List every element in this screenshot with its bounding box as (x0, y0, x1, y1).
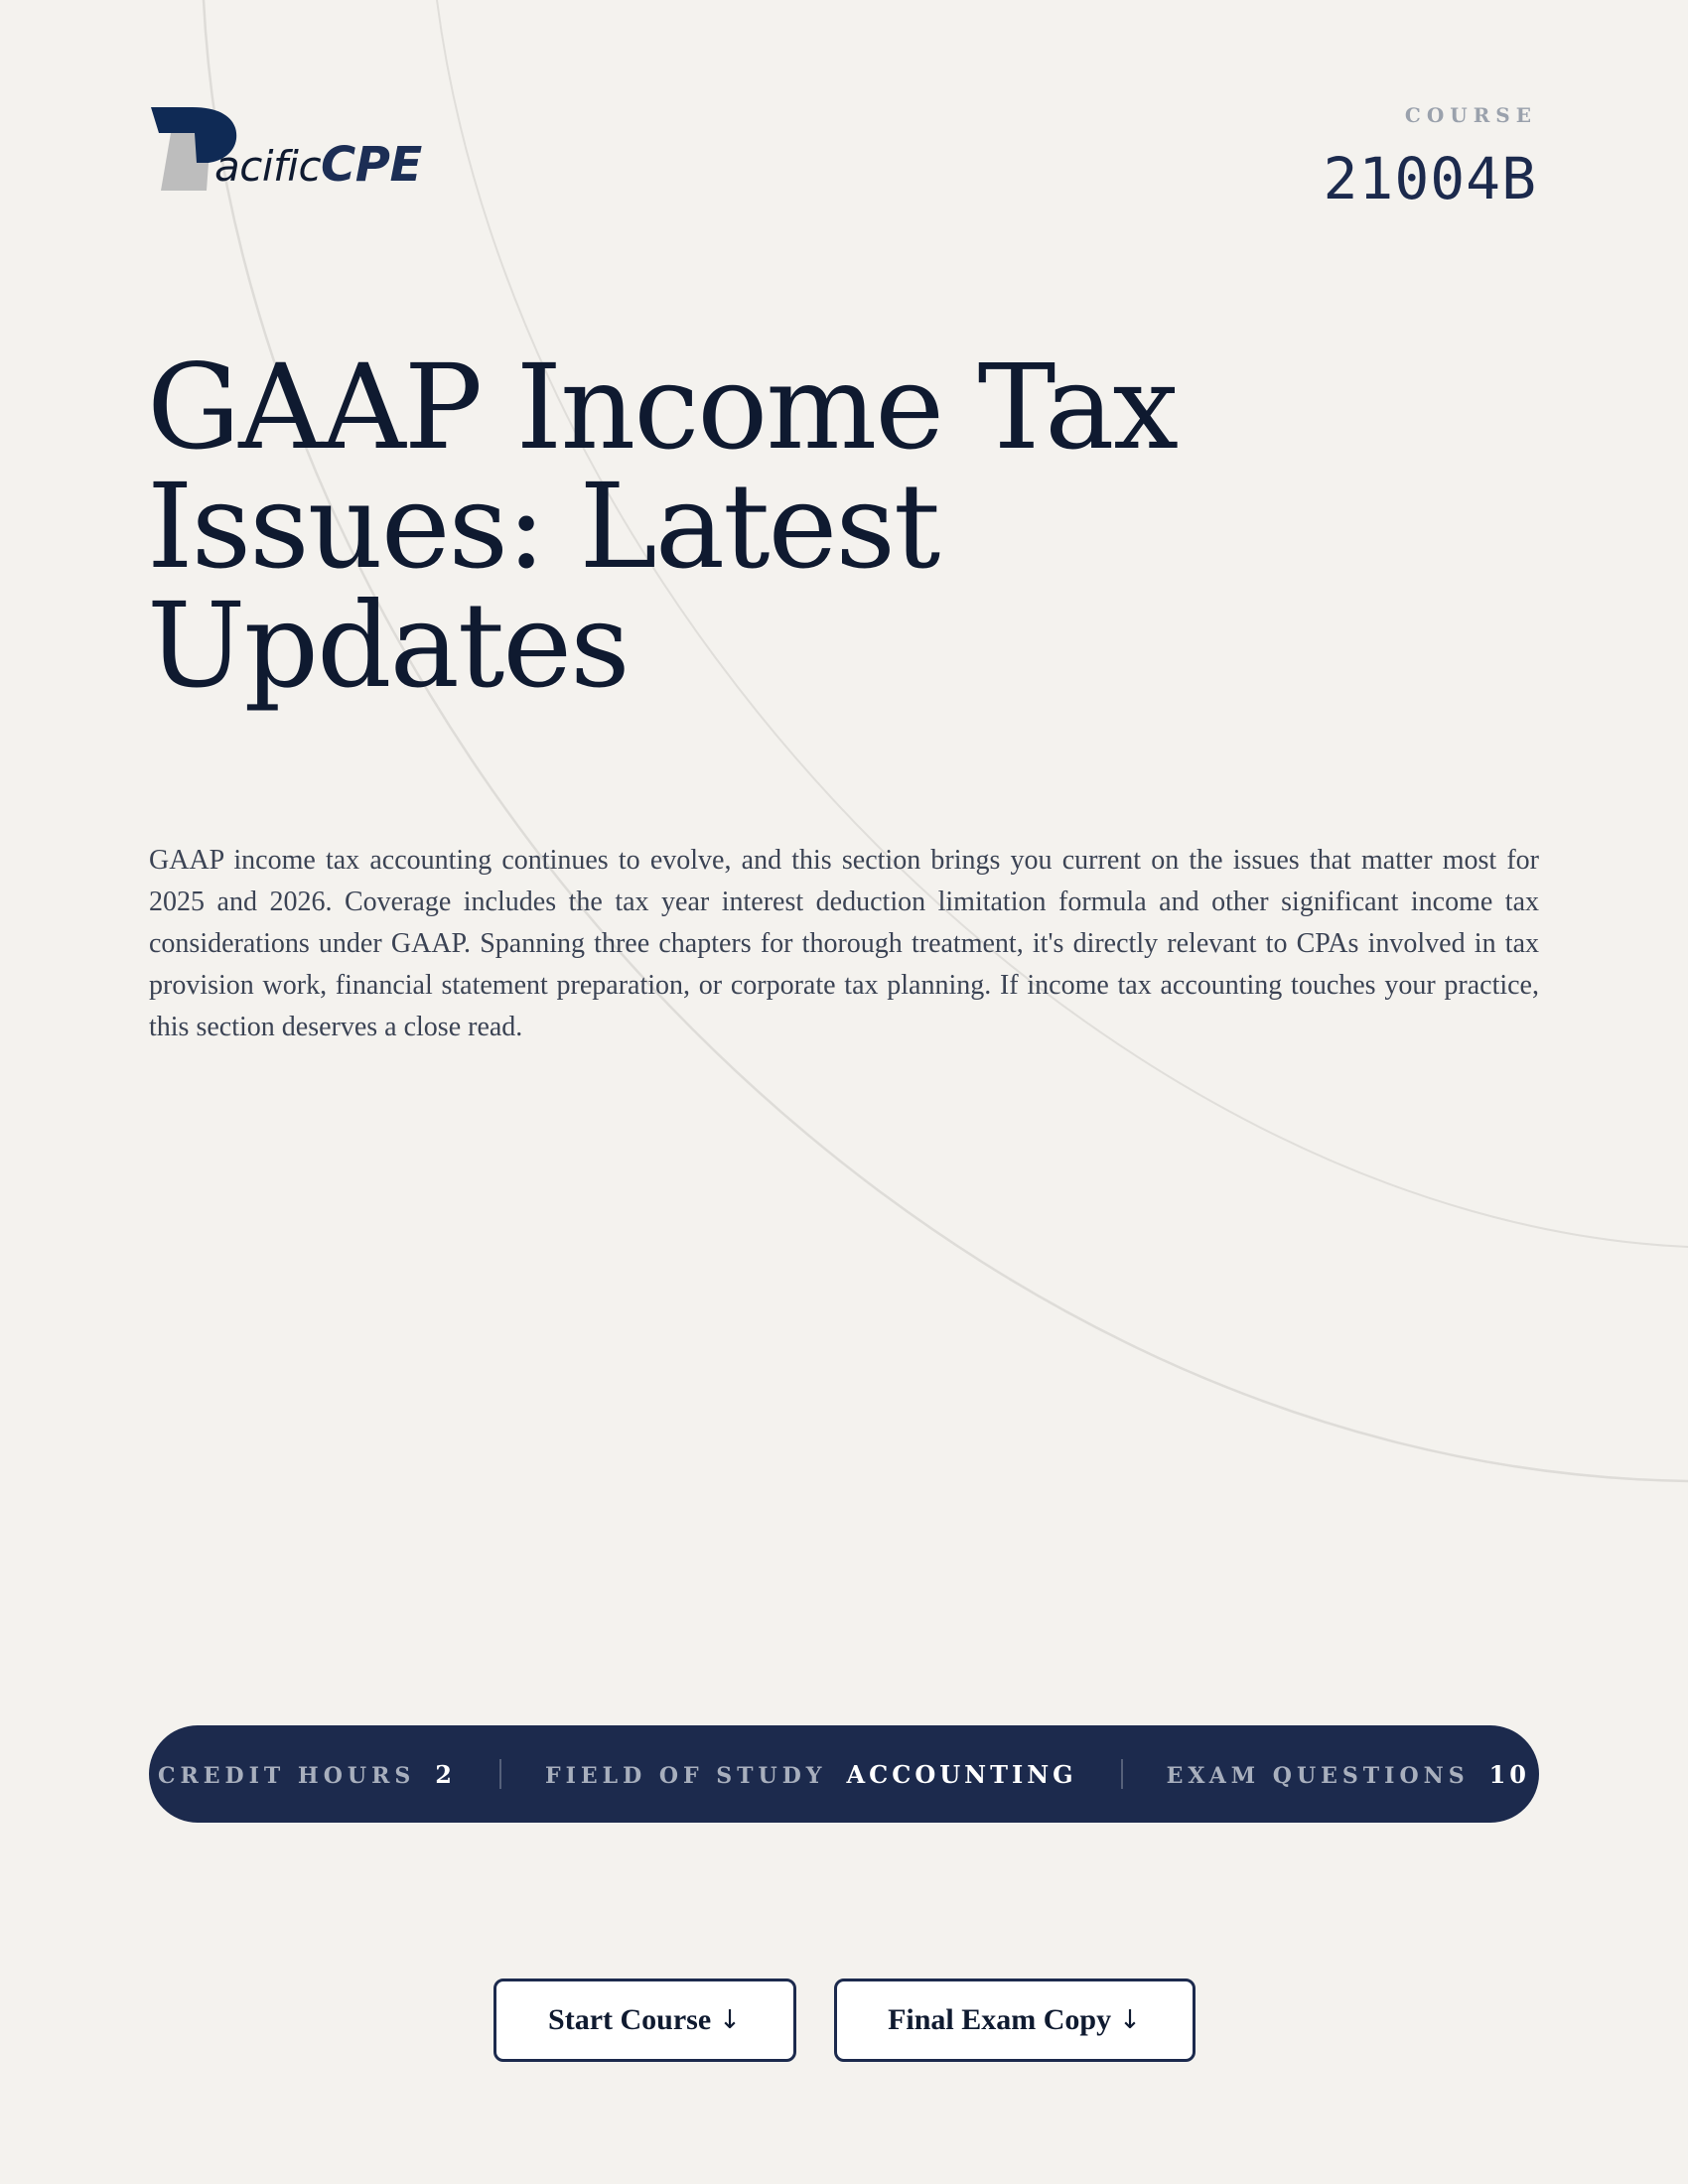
credit-hours-label: CREDIT HOURS (157, 1762, 416, 1789)
credit-hours-item (158, 1760, 456, 1789)
field-of-study-item (545, 1760, 1077, 1789)
field-of-study-value: ACCOUNTING (846, 1759, 1077, 1789)
logo-text-cpe: CPE (321, 137, 422, 193)
page-title: GAAP Income Tax Issues: Latest Updates (147, 339, 1178, 714)
arrow-down-icon: ↓ (1119, 2005, 1141, 2035)
credit-hours-value: 2 (435, 1759, 456, 1789)
exam-questions-label: EXAM QUESTIONS (1166, 1762, 1470, 1789)
start-course-button[interactable] (493, 1979, 796, 2062)
exam-questions-value: 10 (1488, 1759, 1531, 1789)
course-number: 21004B (1323, 145, 1537, 212)
course-info-bar (149, 1725, 1539, 1823)
action-buttons (0, 1979, 1688, 2062)
pacificcpe-logo[interactable] (151, 103, 422, 203)
start-course-label: Start Course (548, 2003, 712, 2036)
arrow-down-icon: ↓ (719, 2005, 741, 2035)
final-exam-copy-label: Final Exam Copy (888, 2003, 1112, 2036)
info-divider (499, 1759, 501, 1789)
field-of-study-label: FIELD OF STUDY (544, 1762, 827, 1789)
info-divider (1121, 1759, 1123, 1789)
logo-text-acific: acific (214, 142, 322, 191)
course-label: COURSE (1404, 103, 1537, 127)
exam-questions-item (1167, 1760, 1530, 1789)
course-description: GAAP income tax accounting continues to evolve, and this section brings you current on the issues that matter most for 2025 and 2026. Coverage includes the tax year interest deduction limitation formula and other significant income tax considerations under GAAP. Spanning three chapters for thorough treatment, it's directly relevant to CPAs involved in tax provision work, financial statement preparation, or corporate tax planning. If income tax accounting touches your practice, this section deserves a close read. (149, 845, 1539, 1042)
final-exam-copy-button[interactable] (834, 1979, 1196, 2062)
